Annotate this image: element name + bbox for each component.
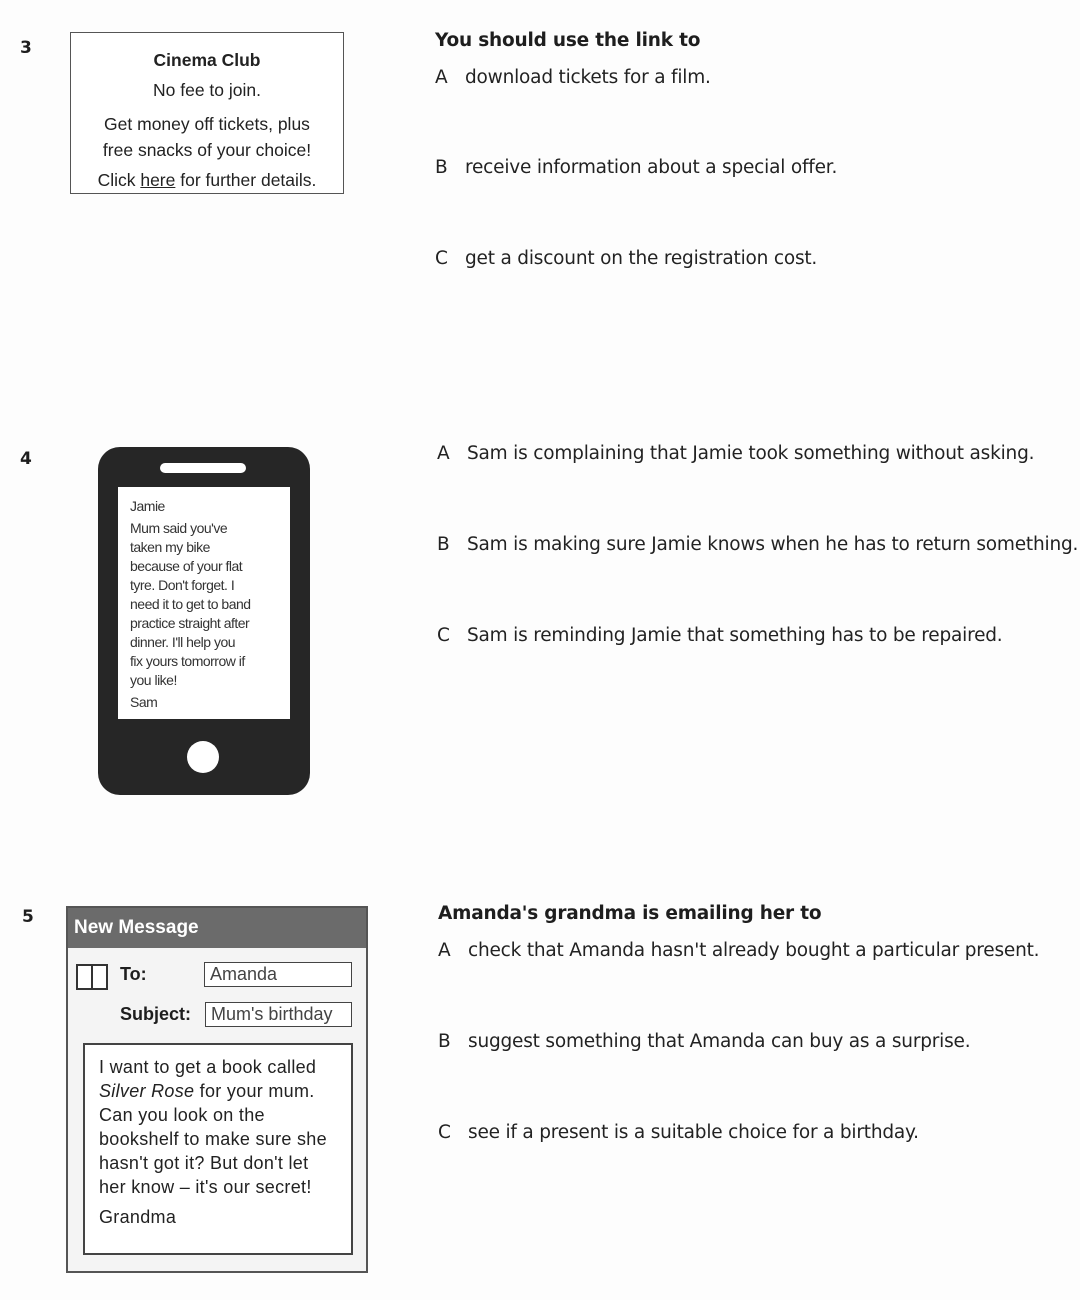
notice-line-2b: free snacks of your choice! xyxy=(102,140,312,160)
email-body[interactable] xyxy=(83,1043,353,1255)
q4-option-b-letter: B xyxy=(437,534,450,555)
notice-line-2a: Get money off tickets, plus xyxy=(104,114,310,134)
email-header: New Message xyxy=(68,908,366,948)
q5-option-a-letter: A xyxy=(438,940,451,961)
book-icon[interactable] xyxy=(76,964,108,990)
email-body-pre: I want to get a book called xyxy=(99,1057,317,1077)
q4-option-a-letter: A xyxy=(437,443,450,464)
q3-option-b-text: receive information about a special offer. xyxy=(465,157,838,178)
q5-option-b-letter: B xyxy=(438,1031,451,1052)
notice-line-1: No fee to join. xyxy=(153,80,261,100)
q3-option-b-letter: B xyxy=(435,157,448,178)
phone-illustration xyxy=(98,447,310,795)
message-signoff: Sam xyxy=(130,694,158,710)
q4-option-b-text: Sam is making sure Jamie knows when he has to return something. xyxy=(467,534,1079,555)
text-message xyxy=(118,487,290,719)
notice-line-3-pre: Click xyxy=(97,170,141,190)
q3-option-b[interactable] xyxy=(435,157,837,178)
to-field[interactable]: Amanda xyxy=(204,962,352,987)
notice-line-3 xyxy=(71,167,343,193)
notice-line-3-post: for further details. xyxy=(175,170,317,190)
q4-option-c[interactable] xyxy=(437,625,1002,646)
question-number-3: 3 xyxy=(20,38,32,58)
q3-stem: You should use the link to xyxy=(435,30,701,51)
q5-option-c[interactable] xyxy=(438,1122,919,1143)
q5-option-c-letter: C xyxy=(438,1122,451,1143)
q3-option-c-letter: C xyxy=(435,248,448,269)
message-body: Mum said you've taken my bike because of your flat tyre. Don't forget. I need it to get to band practice straight after dinner. I'll help you fix yours tomorrow if you like! xyxy=(130,520,251,688)
subject-field[interactable]: Mum's birthday xyxy=(205,1002,352,1027)
phone-speaker-icon xyxy=(160,463,246,473)
q3-option-c[interactable] xyxy=(435,248,817,269)
message-greeting: Jamie xyxy=(130,498,165,514)
q5-option-a-text: check that Amanda hasn't already bought a particular present. xyxy=(468,940,1040,961)
q3-option-c-text: get a discount on the registration cost. xyxy=(465,248,818,269)
subject-label: Subject: xyxy=(120,1004,192,1024)
q5-option-b[interactable] xyxy=(438,1031,970,1052)
q4-option-a-text: Sam is complaining that Jamie took something without asking. xyxy=(467,443,1035,464)
home-button-icon xyxy=(187,741,219,773)
q4-option-c-text: Sam is reminding Jamie that something has to be repaired. xyxy=(467,625,1003,646)
email-book-title: Silver Rose xyxy=(99,1081,195,1101)
email-signoff: Grandma xyxy=(99,1207,177,1227)
email-window xyxy=(66,906,368,1273)
q4-option-a[interactable] xyxy=(437,443,1034,464)
question-number-4: 4 xyxy=(20,449,32,469)
q3-option-a-text: download tickets for a film. xyxy=(465,67,711,88)
q3-option-a[interactable] xyxy=(435,67,711,88)
q5-option-c-text: see if a present is a suitable choice for a birthday. xyxy=(468,1122,919,1143)
q5-stem: Amanda's grandma is emailing her to xyxy=(438,903,822,924)
q4-option-c-letter: C xyxy=(437,625,450,646)
email-body-text xyxy=(99,1055,337,1199)
q5-option-b-text: suggest something that Amanda can buy as a surprise. xyxy=(468,1031,971,1052)
q3-option-a-letter: A xyxy=(435,67,448,88)
notice-here-link[interactable]: here xyxy=(140,170,176,190)
email-body-post: for your mum. Can you look on the bookshelf to make sure she hasn't got it? But don't let her know – it's our secret! xyxy=(99,1081,327,1197)
notice-title: Cinema Club xyxy=(153,50,261,70)
to-label: To: xyxy=(120,964,147,984)
q4-option-b[interactable] xyxy=(437,534,1078,555)
q5-option-a[interactable] xyxy=(438,940,1039,961)
cinema-club-notice xyxy=(70,32,344,194)
question-number-5: 5 xyxy=(22,907,34,927)
